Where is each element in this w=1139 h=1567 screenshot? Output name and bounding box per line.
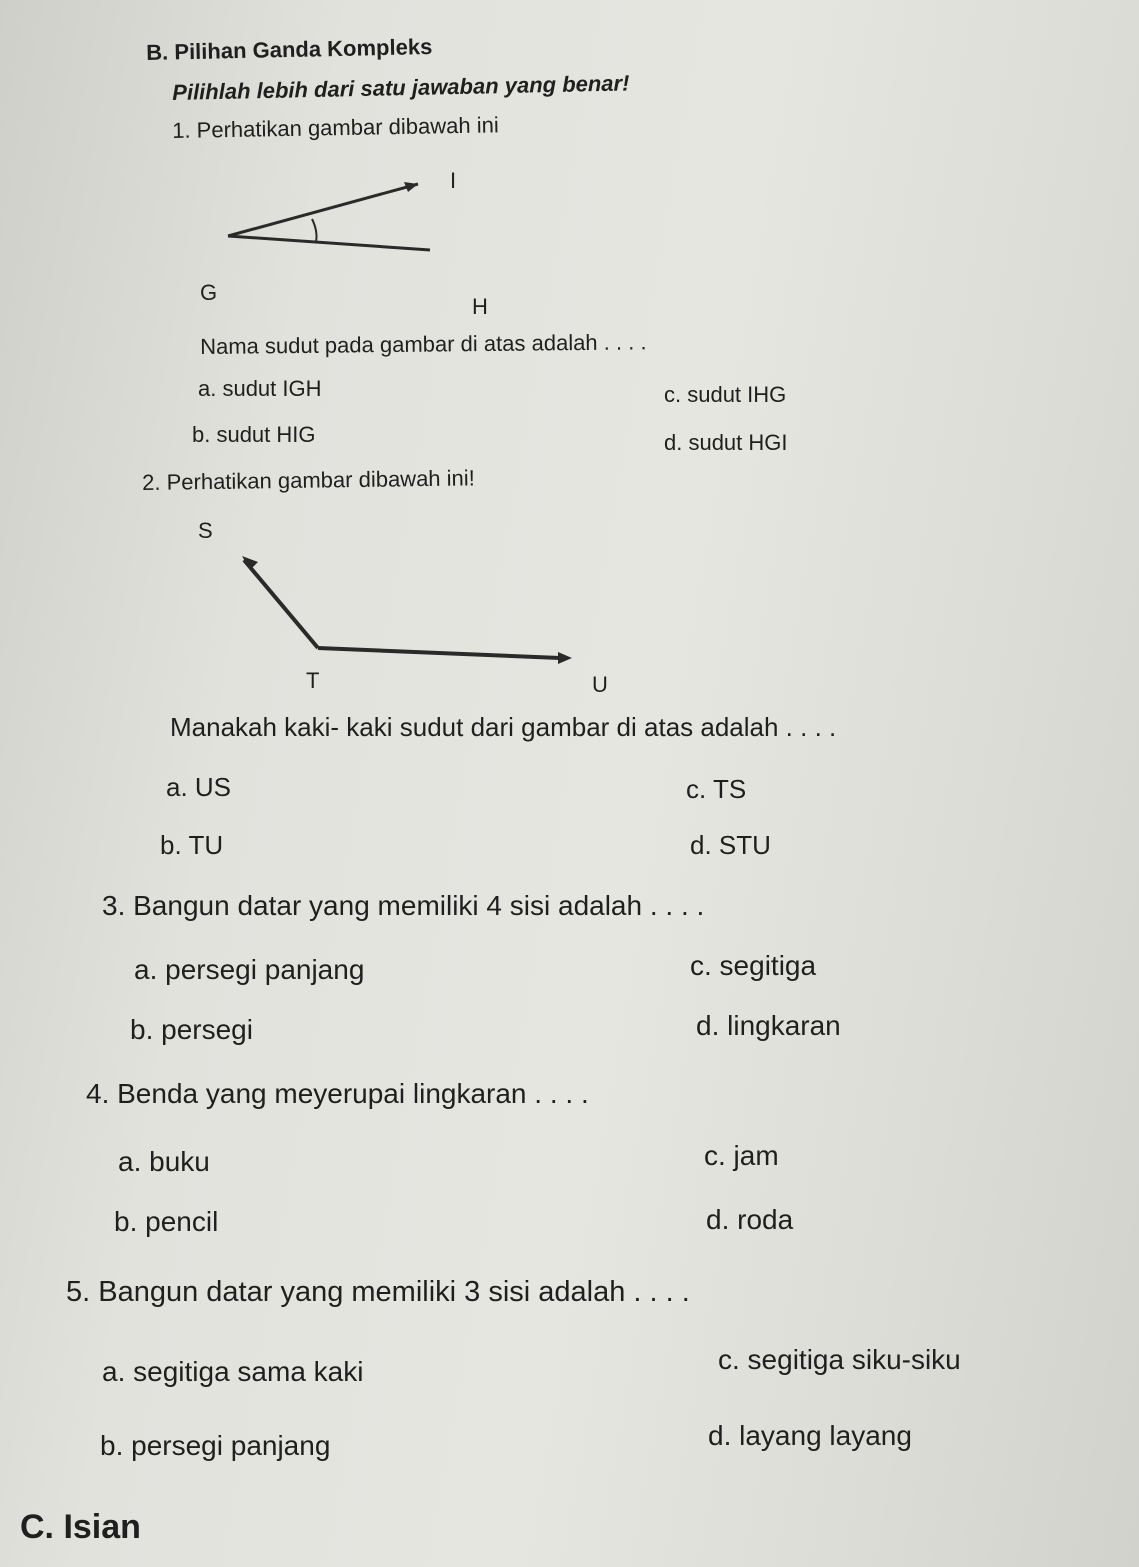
vertex-label-u: U [592,672,608,697]
question-1-text: 1. Perhatikan gambar dibawah ini [172,112,499,143]
question-3-text: 3. Bangun datar yang memiliki 4 sisi adalah . . . . [102,890,705,921]
question-4-text: 4. Benda yang meyerupai lingkaran . . . . [86,1078,589,1109]
vertex-label-h: H [472,294,488,319]
q2-option-b[interactable]: b. TU [160,830,224,860]
vertex-label-s: S [198,518,213,543]
ray-gh [228,236,430,250]
q5-option-c[interactable]: c. segitiga siku-siku [718,1344,961,1375]
vertex-label-g: G [200,280,218,305]
q3-option-a[interactable]: a. persegi panjang [134,954,365,985]
ray-tu [318,648,560,658]
question-2-prompt: Manakah kaki- kaki sudut dari gambar di atas adalah . . . . [170,712,837,742]
q2-option-a[interactable]: a. US [166,772,232,802]
q2-option-c[interactable]: c. TS [686,774,747,804]
q1-option-a[interactable]: a. sudut IGH [198,376,322,401]
q3-option-d[interactable]: d. lingkaran [696,1010,841,1041]
section-c-title: C. Isian [20,1508,141,1546]
section-title: B. Pilihan Ganda Kompleks [146,34,433,65]
angle-arc-g [312,219,317,242]
q3-option-b[interactable]: b. persegi [130,1014,253,1045]
q4-option-d[interactable]: d. roda [706,1204,794,1235]
q4-option-b[interactable]: b. pencil [114,1206,219,1237]
q5-option-a[interactable]: a. segitiga sama kaki [102,1356,364,1387]
instruction: Pilihlah lebih dari satu jawaban yang benar! [172,70,630,105]
q2-option-d[interactable]: d. STU [690,830,771,860]
vertex-label-t: T [306,668,320,693]
q1-option-c[interactable]: c. sudut IHG [664,382,787,407]
question-5-text: 5. Bangun datar yang memiliki 3 sisi adalah . . . . [66,1276,690,1308]
q1-option-b[interactable]: b. sudut HIG [192,422,316,447]
q4-option-c[interactable]: c. jam [704,1140,779,1171]
question-2-text: 2. Perhatikan gambar dibawah ini! [142,465,475,495]
ray-ts [244,560,318,648]
question-1-prompt: Nama sudut pada gambar di atas adalah . . . . [200,329,647,359]
q3-option-c[interactable]: c. segitiga [690,950,817,981]
arrowhead-u [558,652,572,664]
q1-option-d[interactable]: d. sudut HGI [664,430,788,455]
ray-gi [228,184,418,236]
q5-option-d[interactable]: d. layang layang [708,1420,912,1451]
q4-option-a[interactable]: a. buku [118,1146,210,1177]
q5-option-b[interactable]: b. persegi panjang [100,1430,331,1461]
vertex-label-i: I [450,168,457,193]
